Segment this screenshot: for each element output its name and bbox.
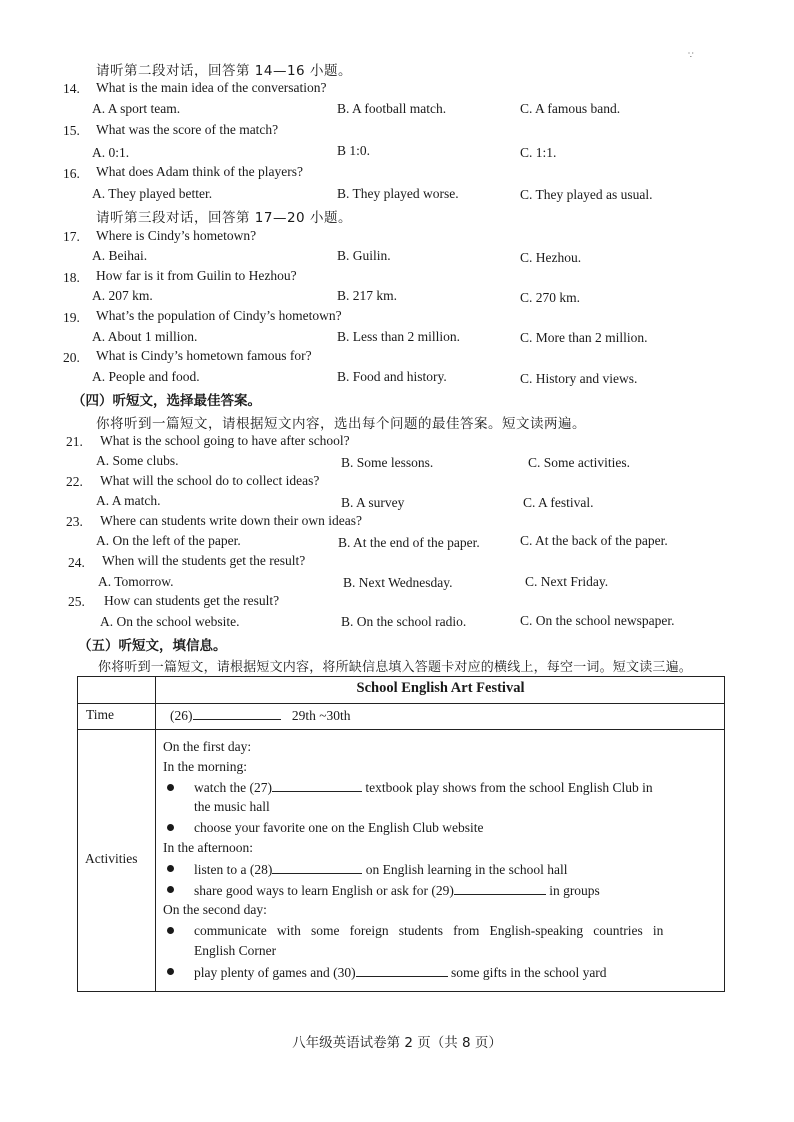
table-row-divider [78, 703, 724, 704]
question-number: 18. [63, 270, 80, 285]
option-b[interactable]: B. They played worse. [337, 186, 459, 201]
table-title: School English Art Festival [356, 680, 525, 696]
option-a[interactable]: A. A match. [96, 493, 161, 508]
option-b[interactable]: B. Next Wednesday. [343, 575, 453, 590]
option-c[interactable]: C. At the back of the paper. [520, 533, 668, 548]
option-c[interactable]: C. Hezhou. [520, 250, 582, 265]
afternoon-item-2 [194, 882, 600, 899]
question-text: When will the students get the result? [102, 553, 306, 568]
afternoon-heading: In the afternoon: [163, 840, 253, 855]
day2-item-1-continued: English Corner [194, 943, 277, 958]
answer-blank-30[interactable] [356, 964, 448, 977]
part5-intro: 你将听到一篇短文，请根据短文内容，将所缺信息填入答题卡对应的横线上，每空一词。短文读三遍。 [98, 660, 693, 675]
bullet-icon [167, 865, 174, 872]
option-a[interactable]: A. 0:1. [92, 145, 130, 160]
option-b[interactable]: B. On the school radio. [341, 614, 467, 629]
answer-blank-28[interactable] [272, 861, 362, 874]
question-text: What is Cindy’s hometown famous for? [96, 348, 312, 363]
question-number: 17. [63, 229, 80, 244]
option-b[interactable]: B. Some lessons. [341, 455, 434, 470]
option-a[interactable]: A. A sport team. [92, 101, 181, 116]
option-a[interactable]: A. Tomorrow. [98, 574, 174, 589]
option-a[interactable]: A. About 1 million. [92, 329, 198, 344]
question-text: Where can students write down their own ideas? [100, 513, 363, 528]
option-b[interactable]: B. 217 km. [337, 288, 398, 303]
question-text: How far is it from Guilin to Hezhou? [96, 268, 297, 283]
option-b[interactable]: B. Food and history. [337, 369, 447, 384]
question-text: Where is Cindy’s hometown? [96, 228, 257, 243]
option-b[interactable]: B. Guilin. [337, 248, 391, 263]
option-a[interactable]: A. 207 km. [92, 288, 153, 303]
question-number: 22. [66, 474, 83, 489]
page-footer: 八年级英语试卷第 2 页（共 8 页） [292, 1035, 502, 1051]
item-text: play plenty of games and (30) [194, 965, 356, 980]
option-b[interactable]: B. A survey [341, 495, 405, 510]
question-text: What will the school do to collect ideas? [100, 473, 320, 488]
time-dates: 29th ~30th [291, 708, 351, 723]
option-a[interactable]: A. Beihai. [92, 248, 148, 263]
answer-blank-26[interactable] [193, 707, 281, 720]
option-c[interactable]: C. Some activities. [528, 455, 630, 470]
item-text: textbook play shows from the school English Club in [365, 780, 653, 795]
option-c[interactable]: C. 270 km. [520, 290, 581, 305]
option-a[interactable]: A. They played better. [92, 186, 213, 201]
bullet-icon [167, 968, 174, 975]
time-label: Time [86, 707, 115, 722]
item-text: listen to a (28) [194, 862, 273, 877]
option-c[interactable]: C. History and views. [520, 371, 638, 386]
option-b[interactable]: B. Less than 2 million. [337, 329, 460, 344]
option-b[interactable]: B. A football match. [337, 101, 447, 116]
bullet-icon [167, 886, 174, 893]
option-c[interactable]: C. 1:1. [520, 145, 557, 160]
question-text: How can students get the result? [104, 593, 280, 608]
question-number: 23. [66, 514, 83, 529]
option-c[interactable]: C. On the school newspaper. [520, 613, 675, 628]
day2-item-2 [194, 964, 607, 981]
time-row [170, 707, 351, 724]
table-row-divider [78, 729, 724, 730]
option-c[interactable]: C. A festival. [523, 495, 594, 510]
answer-blank-27[interactable] [272, 779, 362, 792]
option-c[interactable]: C. They played as usual. [520, 187, 653, 202]
afternoon-item-1 [194, 861, 567, 878]
bullet-icon [167, 824, 174, 831]
part4-title: （四）听短文，选择最佳答案。 [72, 393, 261, 409]
question-number: 24. [68, 555, 85, 570]
question-number: 25. [68, 594, 85, 609]
item-text: in groups [549, 883, 600, 898]
option-c[interactable]: C. More than 2 million. [520, 330, 648, 345]
question-text: What was the score of the match? [96, 122, 279, 137]
corner-mark: ∵ [688, 50, 694, 60]
table-column-divider [155, 677, 156, 991]
question-text: What does Adam think of the players? [96, 164, 303, 179]
option-a[interactable]: A. On the left of the paper. [96, 533, 241, 548]
option-c[interactable]: C. A famous band. [520, 101, 621, 116]
morning-item-2: choose your favorite one on the English Club website [194, 820, 484, 835]
item-text: some gifts in the school yard [450, 965, 607, 980]
bullet-icon [167, 927, 174, 934]
option-a[interactable]: A. On the school website. [100, 614, 240, 629]
question-text: What is the main idea of the conversation? [96, 80, 327, 95]
section2-intro: 请听第二段对话，回答第 14—16 小题。 [96, 63, 352, 79]
section3-intro: 请听第三段对话，回答第 17—20 小题。 [96, 210, 352, 226]
option-b[interactable]: B 1:0. [337, 143, 371, 158]
day1-heading: On the first day: [163, 739, 252, 754]
day2-heading: On the second day: [163, 902, 267, 917]
blank-26-label: (26) [170, 708, 193, 723]
option-b[interactable]: B. At the end of the paper. [338, 535, 480, 550]
answer-blank-29[interactable] [454, 882, 546, 895]
morning-item-1-continued: the music hall [194, 799, 270, 814]
activities-label: Activities [85, 851, 138, 866]
morning-item-1 [194, 779, 653, 796]
day2-item-1: communicate with some foreign students from English-speaking countries in [194, 923, 664, 938]
item-text: share good ways to learn English or ask for (29) [194, 883, 454, 898]
bullet-icon [167, 784, 174, 791]
festival-table [77, 676, 725, 992]
item-text: on English learning in the school hall [365, 862, 568, 877]
question-number: 19. [63, 310, 80, 325]
question-number: 14. [63, 81, 80, 96]
question-text: What is the school going to have after school? [100, 433, 350, 448]
question-number: 21. [66, 434, 83, 449]
morning-heading: In the morning: [163, 759, 247, 774]
question-number: 15. [63, 123, 80, 138]
part5-title: （五）听短文，填信息。 [78, 638, 227, 654]
option-a[interactable]: A. Some clubs. [96, 453, 179, 468]
question-number: 16. [63, 166, 80, 181]
item-text: watch the (27) [194, 780, 272, 795]
option-c[interactable]: C. Next Friday. [525, 574, 609, 589]
part4-intro: 你将听到一篇短文，请根据短文内容，选出每个问题的最佳答案。短文读两遍。 [96, 416, 586, 432]
option-a[interactable]: A. People and food. [92, 369, 200, 384]
question-number: 20. [63, 350, 80, 365]
question-text: What’s the population of Cindy’s hometown? [96, 308, 342, 323]
